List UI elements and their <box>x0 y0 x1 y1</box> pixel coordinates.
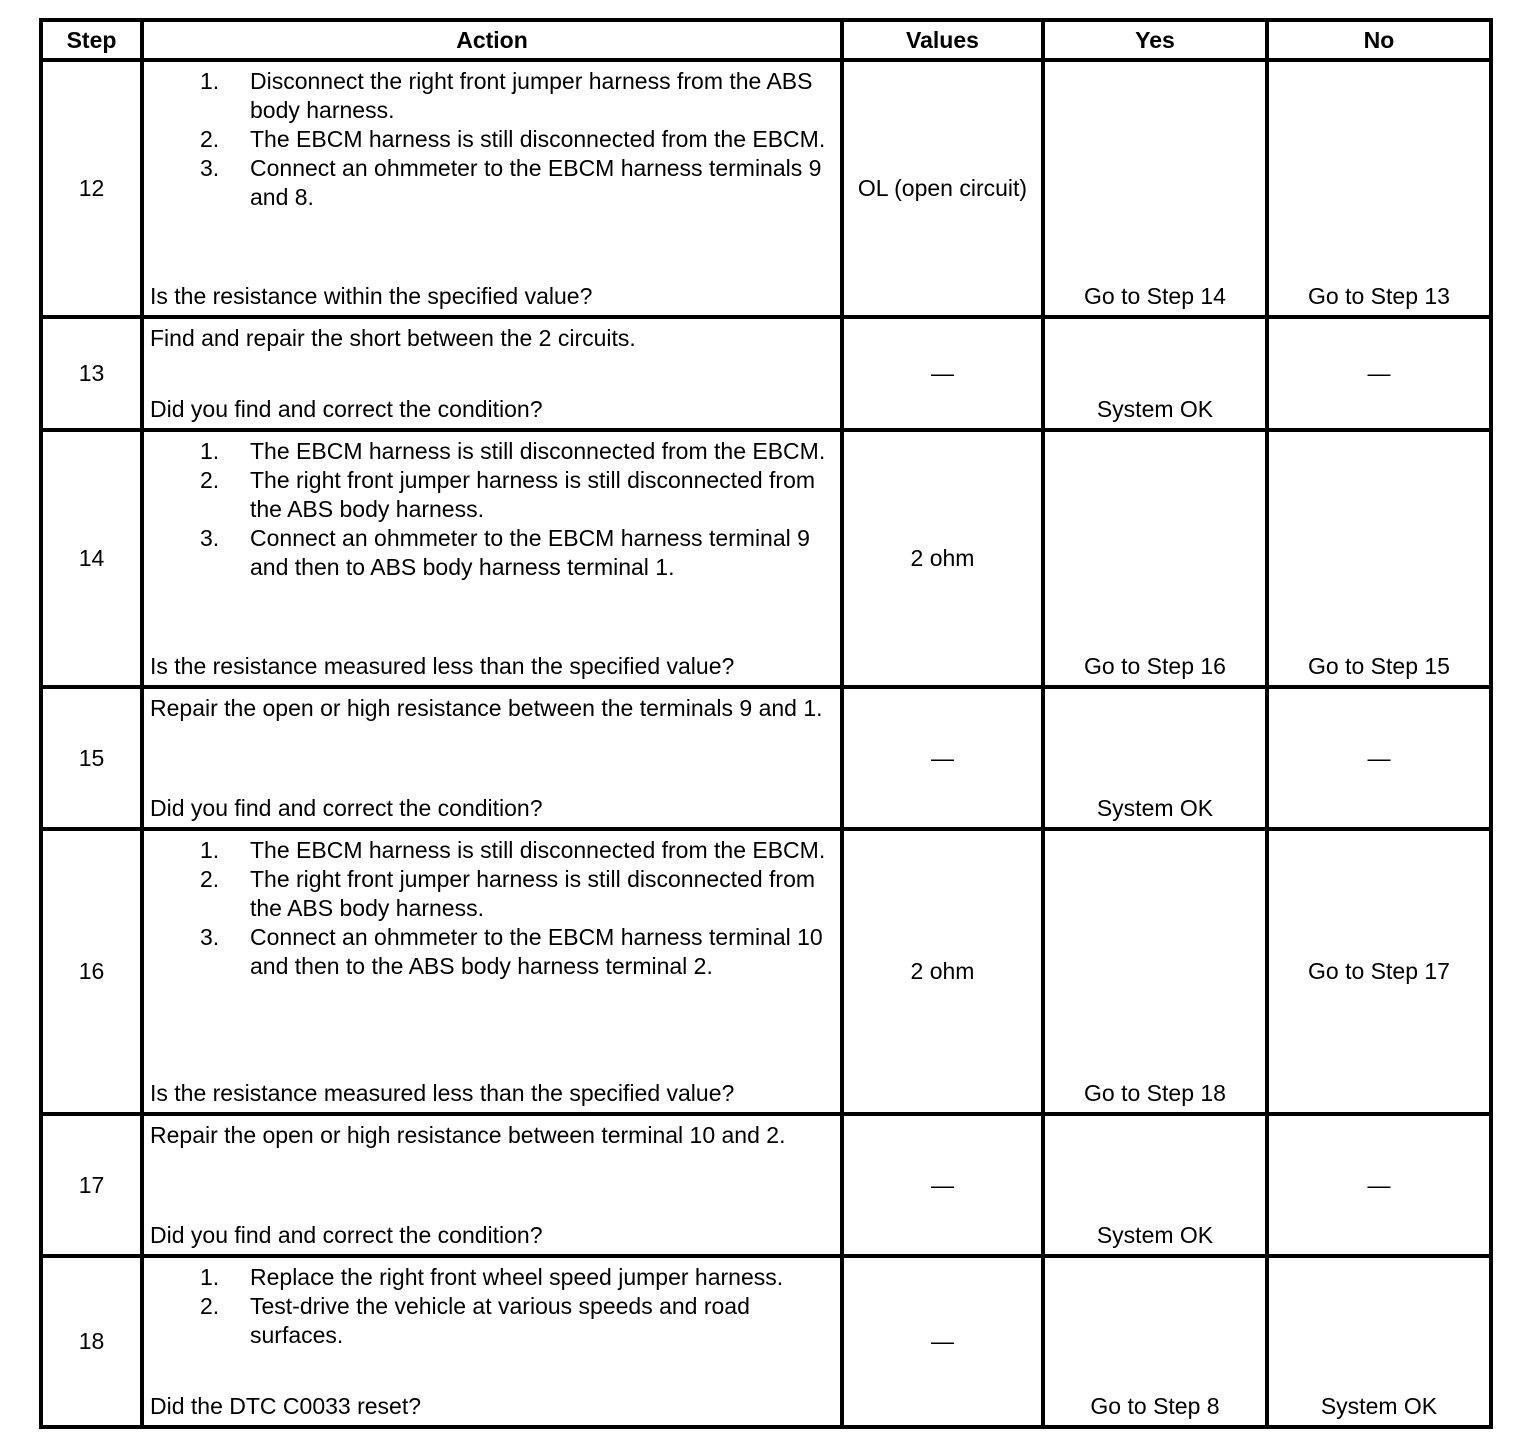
no-result: — <box>1267 317 1491 430</box>
header-no: No <box>1267 20 1491 60</box>
table-row <box>41 829 1491 1114</box>
step-number: 17 <box>41 1114 142 1256</box>
action-cell <box>142 1114 842 1256</box>
step-number: 14 <box>41 430 142 687</box>
action-text: Repair the open or high resistance between the terminals 9 and 1. <box>150 695 823 721</box>
list-item: 1. The EBCM harness is still disconnected from the EBCM. <box>200 438 826 464</box>
no-result: Go to Step 13 <box>1267 60 1491 317</box>
step-number: 18 <box>41 1256 142 1427</box>
header-action: Action <box>142 20 842 60</box>
action-list <box>150 437 834 582</box>
step-number: 13 <box>41 317 142 430</box>
list-item: 2. Test-drive the vehicle at various speeds and road surfaces. <box>200 1293 750 1348</box>
list-item: 3. Connect an ohmmeter to the EBCM harness terminal 9 and then to ABS body harness terminal 1. <box>200 525 810 580</box>
action-cell <box>142 317 842 430</box>
no-result: — <box>1267 1114 1491 1256</box>
action-list <box>150 1263 834 1350</box>
step-number: 12 <box>41 60 142 317</box>
spec-value: OL (open circuit) <box>842 60 1043 317</box>
list-item: 2. The right front jumper harness is still disconnected from the ABS body harness. <box>200 467 816 522</box>
table-row <box>41 60 1491 317</box>
header-row <box>41 20 1491 60</box>
yes-result: System OK <box>1043 1114 1267 1256</box>
action-question: Did you find and correct the condition? <box>150 396 543 422</box>
diagnostic-table <box>39 18 1493 1429</box>
step-number: 16 <box>41 829 142 1114</box>
list-item: 1. Disconnect the right front jumper harness from the ABS body harness. <box>200 68 813 123</box>
action-cell <box>142 1256 842 1427</box>
action-question: Is the resistance measured less than the specified value? <box>150 1080 735 1106</box>
action-list <box>150 67 834 212</box>
action-cell <box>142 430 842 687</box>
action-question: Did you find and correct the condition? <box>150 1222 543 1248</box>
spec-value: — <box>842 1114 1043 1256</box>
table-row <box>41 1114 1491 1256</box>
action-question: Did the DTC C0033 reset? <box>150 1393 422 1419</box>
no-result: System OK <box>1267 1256 1491 1427</box>
step-number: 15 <box>41 687 142 829</box>
action-text: Find and repair the short between the 2 circuits. <box>150 325 636 351</box>
spec-value: 2 ohm <box>842 430 1043 687</box>
action-question: Is the resistance within the specified value? <box>150 283 593 309</box>
spec-value: — <box>842 687 1043 829</box>
no-result: Go to Step 15 <box>1267 430 1491 687</box>
list-item: 2. The EBCM harness is still disconnected from the EBCM. <box>200 126 826 152</box>
action-cell <box>142 60 842 317</box>
header-yes: Yes <box>1043 20 1267 60</box>
table-row <box>41 430 1491 687</box>
table-row <box>41 687 1491 829</box>
yes-result: Go to Step 18 <box>1043 829 1267 1114</box>
action-question: Did you find and correct the condition? <box>150 795 543 821</box>
list-item: 1. Replace the right front wheel speed jumper harness. <box>200 1264 784 1290</box>
yes-result: Go to Step 8 <box>1043 1256 1267 1427</box>
spec-value: 2 ohm <box>842 829 1043 1114</box>
spec-value: — <box>842 317 1043 430</box>
no-result: Go to Step 17 <box>1267 829 1491 1114</box>
action-cell <box>142 829 842 1114</box>
yes-result: Go to Step 14 <box>1043 60 1267 317</box>
list-item: 1. The EBCM harness is still disconnected from the EBCM. <box>200 837 826 863</box>
yes-result: System OK <box>1043 687 1267 829</box>
action-list <box>150 836 834 981</box>
no-result: — <box>1267 687 1491 829</box>
list-item: 2. The right front jumper harness is still disconnected from the ABS body harness. <box>200 866 816 921</box>
header-step: Step <box>41 20 142 60</box>
yes-result: Go to Step 16 <box>1043 430 1267 687</box>
yes-result: System OK <box>1043 317 1267 430</box>
spec-value: — <box>842 1256 1043 1427</box>
table-row <box>41 1256 1491 1427</box>
header-values: Values <box>842 20 1043 60</box>
action-text: Repair the open or high resistance between terminal 10 and 2. <box>150 1122 786 1148</box>
list-item: 3. Connect an ohmmeter to the EBCM harness terminals 9 and 8. <box>200 155 822 210</box>
action-cell <box>142 687 842 829</box>
table-row <box>41 317 1491 430</box>
list-item: 3. Connect an ohmmeter to the EBCM harness terminal 10 and then to the ABS body harness terminal 2. <box>200 924 823 979</box>
action-question: Is the resistance measured less than the specified value? <box>150 653 735 679</box>
